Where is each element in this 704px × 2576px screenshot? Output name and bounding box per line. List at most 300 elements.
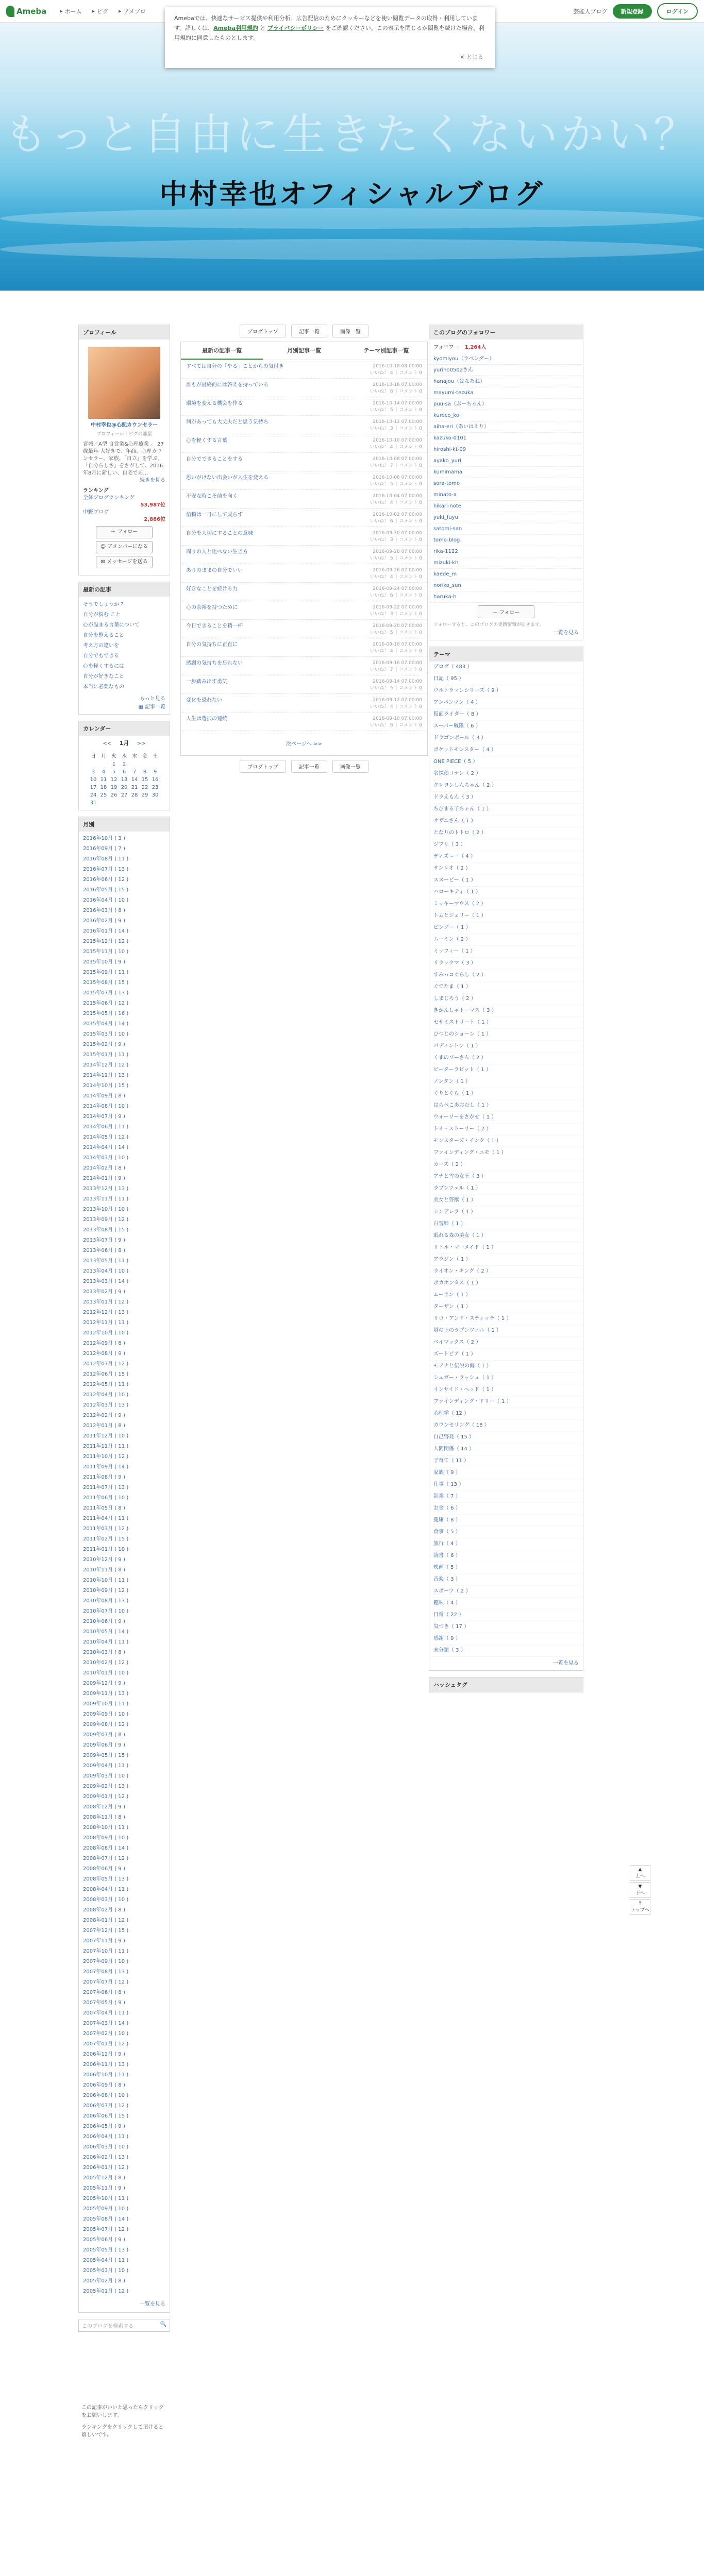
- theme-link[interactable]: シュガー・ラッシュ（ 1 ）: [429, 1372, 583, 1384]
- search-box[interactable]: [78, 2319, 170, 2332]
- entry-title[interactable]: すべては自分の「やる」ことからの気付き: [186, 364, 284, 369]
- image-list-button-bottom[interactable]: 画像一覧: [332, 760, 368, 773]
- follower-item[interactable]: satomi-san: [429, 523, 583, 535]
- calendar-day[interactable]: 14: [131, 777, 138, 783]
- archive-month-link[interactable]: 2007年11月 ( 9 ): [83, 1938, 125, 1944]
- image-list-button[interactable]: 画像一覧: [332, 325, 368, 337]
- privacy-link[interactable]: プライバシーポリシー: [267, 25, 324, 31]
- calendar-day[interactable]: 25: [100, 792, 107, 798]
- theme-link[interactable]: 名探偵コナン（ 2 ）: [429, 768, 583, 780]
- archive-month-link[interactable]: 2014年01月 ( 9 ): [83, 1176, 125, 1181]
- ranking-genre-2[interactable]: 中野ブログ: [83, 510, 109, 515]
- entry-title[interactable]: 信頼は一日にして成らず: [186, 512, 243, 518]
- archive-month-link[interactable]: 2015年09月 ( 11 ): [83, 970, 129, 975]
- theme-link[interactable]: ブログ（ 483 ）: [429, 662, 583, 673]
- theme-link[interactable]: ちびまる子ちゃん（ 1 ）: [429, 804, 583, 816]
- entry-title[interactable]: ありのままの自分でいい: [186, 568, 243, 573]
- entry-title[interactable]: 好きなことを続ける力: [186, 586, 238, 592]
- archive-month-link[interactable]: 2006年12月 ( 9 ): [83, 2052, 125, 2057]
- entry-title[interactable]: 自分の気持ちに正直に: [186, 642, 238, 648]
- archive-month-link[interactable]: 2016年10月 ( 3 ): [83, 836, 125, 841]
- archive-month-link[interactable]: 2007年02月 ( 10 ): [83, 2031, 129, 2037]
- calendar-day[interactable]: 13: [121, 777, 128, 783]
- archive-month-link[interactable]: 2008年02月 ( 8 ): [83, 1907, 125, 1913]
- archive-month-link[interactable]: 2014年04月 ( 14 ): [83, 1145, 129, 1150]
- archive-month-link[interactable]: 2006年05月 ( 9 ): [83, 2124, 125, 2129]
- follower-item[interactable]: hanajou（はなあね）: [429, 376, 583, 387]
- followers-more[interactable]: 一覧を見る: [553, 630, 579, 636]
- archive-month-link[interactable]: 2010年09月 ( 12 ): [83, 1588, 129, 1594]
- archive-month-link[interactable]: 2006年02月 ( 13 ): [83, 2155, 129, 2160]
- nav-home[interactable]: ▸ ホーム: [60, 8, 82, 15]
- archive-month-link[interactable]: 2009年06月 ( 9 ): [83, 1742, 125, 1748]
- archive-month-link[interactable]: 2007年03月 ( 14 ): [83, 2021, 129, 2026]
- theme-link[interactable]: モアナと伝説の海（ 1 ）: [429, 1361, 583, 1372]
- calendar-day[interactable]: 11: [100, 777, 107, 783]
- calendar-day[interactable]: 2: [122, 761, 126, 767]
- archive-month-link[interactable]: 2015年07月 ( 13 ): [83, 990, 129, 996]
- archive-month-link[interactable]: 2006年08月 ( 10 ): [83, 2093, 129, 2098]
- follower-item[interactable]: kumimama: [429, 467, 583, 478]
- theme-link[interactable]: ベイマックス（ 2 ）: [429, 1337, 583, 1349]
- archive-month-link[interactable]: 2014年08月 ( 10 ): [83, 1104, 129, 1109]
- archive-month-link[interactable]: 2011年01月 ( 10 ): [83, 1547, 129, 1552]
- message-button[interactable]: ✉ メッセージを送る: [96, 556, 153, 568]
- archive-month-link[interactable]: 2009年07月 ( 8 ): [83, 1732, 125, 1738]
- calendar-day[interactable]: 29: [141, 792, 148, 798]
- follower-item[interactable]: sora-tomo: [429, 478, 583, 489]
- archive-month-link[interactable]: 2015年08月 ( 15 ): [83, 980, 129, 986]
- archive-month-link[interactable]: 2008年04月 ( 11 ): [83, 1887, 129, 1892]
- theme-link[interactable]: ムーミン（ 2 ）: [429, 934, 583, 946]
- theme-link[interactable]: 眠れる森の美女（ 1 ）: [429, 1230, 583, 1242]
- archive-month-link[interactable]: 2012年11月 ( 11 ): [83, 1320, 129, 1326]
- theme-link[interactable]: 仕事（ 13 ）: [429, 1479, 583, 1491]
- theme-link[interactable]: ドラゴンボール（ 3 ）: [429, 733, 583, 744]
- theme-link[interactable]: リトル・マーメイド（ 1 ）: [429, 1242, 583, 1254]
- follower-item[interactable]: puu-sa（ぷーちゃん）: [429, 399, 583, 410]
- archive-month-link[interactable]: 2009年11月 ( 13 ): [83, 1691, 129, 1697]
- theme-link[interactable]: 白雪姫（ 1 ）: [429, 1218, 583, 1230]
- entry-title[interactable]: 誰もが最終的には答えを持っている: [186, 382, 269, 388]
- archive-month-link[interactable]: 2013年11月 ( 11 ): [83, 1196, 129, 1202]
- avatar[interactable]: [88, 347, 160, 419]
- entry-title[interactable]: 今日できることを精一杯: [186, 623, 243, 629]
- archive-month-link[interactable]: 2005年11月 ( 9 ): [83, 2185, 125, 2191]
- archive-month-link[interactable]: 2013年08月 ( 15 ): [83, 1227, 129, 1233]
- theme-link[interactable]: ファインディング・ドリー（ 1 ）: [429, 1396, 583, 1408]
- theme-link[interactable]: くまのプーさん（ 2 ）: [429, 1053, 583, 1064]
- theme-link[interactable]: 趣味（ 4 ）: [429, 1598, 583, 1609]
- calendar-day[interactable]: 31: [90, 800, 97, 806]
- tab-latest[interactable]: 最新の記事一覧: [181, 342, 263, 360]
- theme-link[interactable]: ぐりとぐら（ 1 ）: [429, 1088, 583, 1100]
- follower-item[interactable]: ayako_yuri: [429, 455, 583, 467]
- calendar-day[interactable]: 4: [102, 769, 106, 775]
- follower-item[interactable]: yuki_fuyu: [429, 512, 583, 523]
- archive-month-link[interactable]: 2015年01月 ( 11 ): [83, 1052, 129, 1058]
- archive-month-link[interactable]: 2009年08月 ( 12 ): [83, 1722, 129, 1727]
- theme-link[interactable]: 仮面ライダー（ 8 ）: [429, 709, 583, 721]
- latest-item[interactable]: 心が温まる言葉について: [83, 622, 140, 628]
- archive-month-link[interactable]: 2012年06月 ( 15 ): [83, 1371, 129, 1377]
- calendar-day[interactable]: 3: [91, 769, 95, 775]
- theme-link[interactable]: スヌーピー（ 1 ）: [429, 875, 583, 887]
- archive-month-link[interactable]: 2008年12月 ( 9 ): [83, 1804, 125, 1810]
- follower-item[interactable]: tomo-blog: [429, 535, 583, 546]
- entry-title[interactable]: 自分でできることをする: [186, 456, 243, 462]
- theme-link[interactable]: ラプンツェル（ 1 ）: [429, 1183, 583, 1195]
- archive-month-link[interactable]: 2011年11月 ( 11 ): [83, 1444, 129, 1449]
- cookie-close-button[interactable]: × とじる: [460, 54, 483, 60]
- theme-link[interactable]: ピーターラビット（ 1 ）: [429, 1064, 583, 1076]
- archive-month-link[interactable]: 2008年07月 ( 12 ): [83, 1856, 129, 1861]
- archive-month-link[interactable]: 2015年03月 ( 10 ): [83, 1031, 129, 1037]
- entry-list-button[interactable]: 記事一覧: [291, 325, 327, 337]
- archive-month-link[interactable]: 2009年05月 ( 15 ): [83, 1753, 129, 1758]
- calendar-day[interactable]: 8: [143, 769, 147, 775]
- archive-month-link[interactable]: 2009年09月 ( 10 ): [83, 1711, 129, 1717]
- archive-month-link[interactable]: 2005年09月 ( 10 ): [83, 2206, 129, 2212]
- theme-link[interactable]: 映画（ 5 ）: [429, 1562, 583, 1574]
- themes-more[interactable]: 一覧を見る: [553, 1660, 579, 1666]
- archive-month-link[interactable]: 2016年04月 ( 10 ): [83, 897, 129, 903]
- archive-month-link[interactable]: 2014年02月 ( 8 ): [83, 1165, 125, 1171]
- latest-item[interactable]: 自分でもできる: [83, 653, 119, 659]
- archive-month-link[interactable]: 2016年08月 ( 11 ): [83, 856, 129, 862]
- archive-month-link[interactable]: 2012年09月 ( 8 ): [83, 1341, 125, 1346]
- archive-month-link[interactable]: 2008年01月 ( 12 ): [83, 1918, 129, 1923]
- theme-link[interactable]: ズートピア（ 1 ）: [429, 1349, 583, 1361]
- archive-month-link[interactable]: 2012年03月 ( 13 ): [83, 1402, 129, 1408]
- latest-item[interactable]: 本当に必要なもの: [83, 684, 124, 690]
- profile-name[interactable]: 中村幸也@心配カウンセラー: [91, 422, 158, 428]
- latest-all[interactable]: ▦ 記事一覧: [138, 704, 165, 710]
- archive-month-link[interactable]: 2016年01月 ( 14 ): [83, 928, 129, 934]
- archive-month-link[interactable]: 2005年06月 ( 9 ): [83, 2237, 125, 2243]
- archive-month-link[interactable]: 2011年05月 ( 8 ): [83, 1505, 125, 1511]
- theme-link[interactable]: 起業（ 7 ）: [429, 1491, 583, 1503]
- theme-link[interactable]: ミッキーマウス（ 2 ）: [429, 899, 583, 910]
- archive-month-link[interactable]: 2016年07月 ( 13 ): [83, 867, 129, 872]
- archive-month-link[interactable]: 2010年03月 ( 8 ): [83, 1650, 125, 1655]
- archive-month-link[interactable]: 2013年06月 ( 8 ): [83, 1248, 125, 1253]
- archive-month-link[interactable]: 2007年05月 ( 9 ): [83, 2000, 125, 2006]
- entry-list-button-bottom[interactable]: 記事一覧: [291, 760, 327, 773]
- theme-link[interactable]: カーズ（ 2 ）: [429, 1159, 583, 1171]
- scroll-top-button[interactable]: ⤒ トップへ: [630, 1899, 650, 1915]
- calendar-day[interactable]: 16: [152, 777, 159, 783]
- archive-month-link[interactable]: 2010年08月 ( 13 ): [83, 1598, 129, 1604]
- calendar-day[interactable]: 1: [112, 761, 116, 767]
- archive-month-link[interactable]: 2005年04月 ( 11 ): [83, 2258, 129, 2263]
- theme-link[interactable]: ノンタン（ 1 ）: [429, 1076, 583, 1088]
- entry-title[interactable]: 自分を大切にすることの意味: [186, 531, 253, 536]
- archive-month-link[interactable]: 2010年04月 ( 11 ): [83, 1639, 129, 1645]
- latest-more[interactable]: もっと見る: [140, 696, 165, 702]
- archive-month-link[interactable]: 2014年05月 ( 12 ): [83, 1134, 129, 1140]
- calendar-day[interactable]: 15: [141, 777, 148, 783]
- theme-link[interactable]: クレヨンしんちゃん（ 2 ）: [429, 780, 583, 792]
- archive-month-link[interactable]: 2012年10月 ( 10 ): [83, 1330, 129, 1336]
- profile-more-link[interactable]: 続きを見る: [140, 478, 165, 483]
- entry-title[interactable]: 何があっても大丈夫だと思う気持ち: [186, 419, 269, 425]
- follower-item[interactable]: aiha-eri（あいはえり）: [429, 421, 583, 433]
- archive-month-link[interactable]: 2016年09月 ( 7 ): [83, 846, 125, 852]
- theme-link[interactable]: ミッフィー（ 1 ）: [429, 946, 583, 958]
- archive-month-link[interactable]: 2014年03月 ( 10 ): [83, 1155, 129, 1161]
- theme-link[interactable]: 食事（ 5 ）: [429, 1527, 583, 1538]
- follower-item[interactable]: hiroshi-kt-09: [429, 444, 583, 455]
- archive-month-link[interactable]: 2015年04月 ( 14 ): [83, 1021, 129, 1027]
- archive-month-link[interactable]: 2011年04月 ( 11 ): [83, 1516, 129, 1521]
- archive-month-link[interactable]: 2012年07月 ( 12 ): [83, 1361, 129, 1367]
- theme-link[interactable]: アンパンマン（ 4 ）: [429, 697, 583, 709]
- archive-month-link[interactable]: 2015年12月 ( 12 ): [83, 939, 129, 944]
- follower-item[interactable]: kazuko-0101: [429, 433, 583, 444]
- theme-link[interactable]: 家族（ 9 ）: [429, 1467, 583, 1479]
- archive-month-link[interactable]: 2009年12月 ( 9 ): [83, 1681, 125, 1686]
- calendar-day[interactable]: 9: [153, 769, 157, 775]
- theme-link[interactable]: ONE PIECE（ 5 ）: [429, 756, 583, 768]
- theme-link[interactable]: 日常（ 22 ）: [429, 1609, 583, 1621]
- calendar-day[interactable]: 30: [152, 792, 159, 798]
- archive-month-link[interactable]: 2013年01月 ( 12 ): [83, 1299, 129, 1305]
- theme-link[interactable]: ジブリ（ 3 ）: [429, 839, 583, 851]
- theme-link[interactable]: セサミストリート（ 1 ）: [429, 1017, 583, 1029]
- archive-month-link[interactable]: 2006年04月 ( 11 ): [83, 2134, 129, 2140]
- latest-item[interactable]: 自分を整えること: [83, 633, 124, 638]
- calendar-day[interactable]: 20: [121, 785, 128, 790]
- ameba-logo[interactable]: [6, 6, 53, 17]
- archive-month-link[interactable]: 2011年08月 ( 9 ): [83, 1475, 125, 1480]
- theme-link[interactable]: インサイド・ヘッド（ 1 ）: [429, 1384, 583, 1396]
- follower-item[interactable]: kaede_m: [429, 569, 583, 580]
- archive-month-link[interactable]: 2005年03月 ( 10 ): [83, 2268, 129, 2274]
- archive-month-link[interactable]: 2010年11月 ( 8 ): [83, 1567, 125, 1573]
- theme-link[interactable]: ターザン（ 1 ）: [429, 1301, 583, 1313]
- archive-month-link[interactable]: 2016年05月 ( 15 ): [83, 887, 129, 893]
- archive-month-link[interactable]: 2016年03月 ( 8 ): [83, 908, 125, 913]
- archive-month-link[interactable]: 2006年06月 ( 15 ): [83, 2113, 129, 2119]
- entry-title[interactable]: 感謝の気持ちを忘れない: [186, 660, 243, 666]
- theme-link[interactable]: となりのトトロ（ 2 ）: [429, 827, 583, 839]
- archive-month-link[interactable]: 2009年10月 ( 11 ): [83, 1701, 129, 1707]
- theme-link[interactable]: ポケットモンスター（ 4 ）: [429, 744, 583, 756]
- theme-link[interactable]: アナと雪の女王（ 3 ）: [429, 1171, 583, 1183]
- theme-link[interactable]: 感謝（ 9 ）: [429, 1633, 583, 1645]
- theme-link[interactable]: 未分類（ 3 ）: [429, 1645, 583, 1657]
- theme-link[interactable]: ピングー（ 1 ）: [429, 922, 583, 934]
- archive-month-link[interactable]: 2005年12月 ( 8 ): [83, 2175, 125, 2181]
- theme-link[interactable]: シンデレラ（ 1 ）: [429, 1207, 583, 1218]
- theme-link[interactable]: トムとジェリー（ 1 ）: [429, 910, 583, 922]
- theme-link[interactable]: 心理学（ 12 ）: [429, 1408, 583, 1420]
- archive-month-link[interactable]: 2014年06月 ( 11 ): [83, 1124, 129, 1130]
- archive-month-link[interactable]: 2011年02月 ( 15 ): [83, 1536, 129, 1542]
- archive-month-link[interactable]: 2013年12月 ( 13 ): [83, 1186, 129, 1192]
- archive-month-link[interactable]: 2010年06月 ( 9 ): [83, 1619, 125, 1624]
- archive-month-link[interactable]: 2007年12月 ( 15 ): [83, 1928, 129, 1934]
- theme-link[interactable]: アラジン（ 1 ）: [429, 1254, 583, 1266]
- archive-month-link[interactable]: 2013年05月 ( 11 ): [83, 1258, 129, 1264]
- calendar-next[interactable]: >>: [137, 741, 146, 747]
- login-button[interactable]: ログイン: [657, 3, 698, 20]
- theme-link[interactable]: 読書（ 6 ）: [429, 1550, 583, 1562]
- theme-link[interactable]: ドラえもん（ 3 ）: [429, 792, 583, 804]
- theme-link[interactable]: ハローキティ（ 1 ）: [429, 887, 583, 899]
- archive-month-link[interactable]: 2008年06月 ( 9 ): [83, 1866, 125, 1872]
- theme-link[interactable]: 旅行（ 4 ）: [429, 1538, 583, 1550]
- calendar-day[interactable]: 24: [90, 792, 97, 798]
- follower-item[interactable]: minato-a: [429, 489, 583, 501]
- follower-item[interactable]: hikari-note: [429, 501, 583, 512]
- theme-link[interactable]: 塔の上のラプンツェル（ 1 ）: [429, 1325, 583, 1337]
- archive-month-link[interactable]: 2008年08月 ( 14 ): [83, 1845, 129, 1851]
- profile-sub[interactable]: プロフィール｜ピグの部屋: [96, 432, 152, 437]
- theme-link[interactable]: カウンセリング（ 18 ）: [429, 1420, 583, 1432]
- follower-item[interactable]: kyomiyou（ラベンダー）: [429, 353, 583, 365]
- archive-month-link[interactable]: 2012年08月 ( 9 ): [83, 1351, 125, 1357]
- calendar-day[interactable]: 21: [131, 785, 138, 790]
- theme-link[interactable]: ライオン・キング（ 2 ）: [429, 1266, 583, 1278]
- theme-link[interactable]: 人間関係（ 14 ）: [429, 1444, 583, 1455]
- archive-month-link[interactable]: 2013年09月 ( 12 ): [83, 1217, 129, 1223]
- archive-month-link[interactable]: 2010年10月 ( 11 ): [83, 1578, 129, 1583]
- archive-month-link[interactable]: 2009年02月 ( 13 ): [83, 1784, 129, 1789]
- archive-month-link[interactable]: 2005年02月 ( 8 ): [83, 2278, 125, 2284]
- calendar-day[interactable]: 27: [121, 792, 128, 798]
- archive-month-link[interactable]: 2009年03月 ( 10 ): [83, 1773, 129, 1779]
- archive-month-link[interactable]: 2006年03月 ( 10 ): [83, 2144, 129, 2150]
- blog-top-button-bottom[interactable]: ブログトップ: [240, 760, 286, 773]
- entry-title[interactable]: 心を軽くする言葉: [186, 438, 227, 444]
- calendar-day[interactable]: 26: [110, 792, 118, 798]
- archive-month-link[interactable]: 2015年05月 ( 16 ): [83, 1011, 129, 1016]
- calendar-day[interactable]: 19: [110, 785, 118, 790]
- archive-month-link[interactable]: 2008年09月 ( 10 ): [83, 1835, 129, 1841]
- theme-link[interactable]: ディズニー（ 4 ）: [429, 851, 583, 863]
- archive-month-link[interactable]: 2005年10月 ( 11 ): [83, 2196, 129, 2201]
- archive-month-link[interactable]: 2014年12月 ( 12 ): [83, 1062, 129, 1068]
- theme-link[interactable]: しまじろう（ 2 ）: [429, 993, 583, 1005]
- calendar-day[interactable]: 12: [110, 777, 118, 783]
- theme-link[interactable]: サザエさん（ 1 ）: [429, 816, 583, 827]
- follow-button[interactable]: ＋ フォロー: [96, 526, 153, 538]
- theme-link[interactable]: 子育て（ 11 ）: [429, 1455, 583, 1467]
- latest-item[interactable]: 考え方の違いを: [83, 643, 119, 649]
- archive-month-link[interactable]: 2007年01月 ( 12 ): [83, 2041, 129, 2047]
- archive-month-link[interactable]: 2016年02月 ( 9 ): [83, 918, 125, 924]
- archive-month-link[interactable]: 2011年07月 ( 13 ): [83, 1485, 129, 1490]
- archive-month-link[interactable]: 2016年06月 ( 12 ): [83, 877, 129, 883]
- tab-monthly[interactable]: 月別記事一覧: [287, 347, 321, 354]
- entry-title[interactable]: 変化を恐れない: [186, 698, 222, 703]
- entry-title[interactable]: 不安な時こそ前を向く: [186, 494, 238, 499]
- entry-title[interactable]: 環境を変える機会を作る: [186, 401, 243, 406]
- follower-item[interactable]: mizuki-kh: [429, 557, 583, 569]
- theme-link[interactable]: リラックマ（ 3 ）: [429, 958, 583, 970]
- archive-month-link[interactable]: 2011年03月 ( 12 ): [83, 1526, 129, 1532]
- entry-title[interactable]: 一歩踏み出す勇気: [186, 679, 227, 685]
- archive-month-link[interactable]: 2005年08月 ( 14 ): [83, 2216, 129, 2222]
- theme-link[interactable]: 自己啓発（ 15 ）: [429, 1432, 583, 1444]
- archive-month-link[interactable]: 2010年05月 ( 14 ): [83, 1629, 129, 1635]
- archive-month-link[interactable]: 2013年02月 ( 9 ): [83, 1289, 125, 1295]
- archive-month-link[interactable]: 2008年11月 ( 8 ): [83, 1815, 125, 1820]
- theme-link[interactable]: ぐでたま（ 1 ）: [429, 981, 583, 993]
- archive-month-link[interactable]: 2015年11月 ( 10 ): [83, 949, 129, 955]
- archive-month-link[interactable]: 2013年07月 ( 9 ): [83, 1238, 125, 1243]
- archive-month-link[interactable]: 2014年11月 ( 13 ): [83, 1073, 129, 1078]
- register-button[interactable]: 新規登録: [613, 4, 652, 19]
- archive-month-link[interactable]: 2008年03月 ( 10 ): [83, 1897, 129, 1903]
- calendar-day[interactable]: 7: [132, 769, 137, 775]
- scroll-down-button[interactable]: ▼ 下へ: [630, 1882, 650, 1898]
- archive-month-link[interactable]: 2014年10月 ( 15 ): [83, 1083, 129, 1089]
- theme-link[interactable]: 音楽（ 3 ）: [429, 1574, 583, 1586]
- archive-month-link[interactable]: 2010年01月 ( 10 ): [83, 1670, 129, 1676]
- archive-month-link[interactable]: 2006年11月 ( 13 ): [83, 2062, 129, 2067]
- archive-month-link[interactable]: 2006年10月 ( 11 ): [83, 2072, 129, 2078]
- search-icon[interactable]: 🔍: [160, 2321, 166, 2327]
- archive-month-link[interactable]: 2012年12月 ( 13 ): [83, 1310, 129, 1315]
- archive-month-link[interactable]: 2008年10月 ( 11 ): [83, 1825, 129, 1831]
- theme-link[interactable]: リロ・アンド・スティッチ（ 1 ）: [429, 1313, 583, 1325]
- archive-month-link[interactable]: 2010年12月 ( 9 ): [83, 1557, 125, 1563]
- archive-month-link[interactable]: 2011年10月 ( 12 ): [83, 1454, 129, 1460]
- follower-item[interactable]: noriko_sun: [429, 580, 583, 591]
- nav-pigg[interactable]: ▸ ピグ: [92, 8, 109, 15]
- archive-month-link[interactable]: 2013年03月 ( 14 ): [83, 1279, 129, 1284]
- archive-month-link[interactable]: 2009年01月 ( 12 ): [83, 1794, 129, 1800]
- blog-top-button[interactable]: ブログトップ: [240, 325, 286, 337]
- theme-link[interactable]: 健康（ 8 ）: [429, 1515, 583, 1527]
- terms-link[interactable]: Ameba利用規約: [213, 25, 258, 31]
- archive-month-link[interactable]: 2015年02月 ( 9 ): [83, 1042, 125, 1047]
- entry-title[interactable]: 思いがけない出会いが人生を変える: [186, 475, 269, 481]
- follower-item[interactable]: mayumi-tezuka: [429, 387, 583, 399]
- latest-item[interactable]: 自分が悩む こと: [83, 612, 121, 618]
- archive-month-link[interactable]: 2007年09月 ( 10 ): [83, 1959, 129, 1964]
- calendar-day[interactable]: 22: [141, 785, 148, 790]
- theme-link[interactable]: 美女と野獣（ 1 ）: [429, 1195, 583, 1207]
- entry-title[interactable]: 周りの人と比べない生き方: [186, 549, 248, 555]
- archive-month-link[interactable]: 2006年07月 ( 12 ): [83, 2103, 129, 2109]
- archive-month-link[interactable]: 2011年09月 ( 14 ): [83, 1464, 129, 1470]
- theme-link[interactable]: ファインディング・ニモ（ 1 ）: [429, 1147, 583, 1159]
- calendar-day[interactable]: 10: [90, 777, 97, 783]
- archive-month-link[interactable]: 2014年09月 ( 8 ): [83, 1093, 125, 1099]
- calendar-day[interactable]: 6: [122, 769, 126, 775]
- archive-month-link[interactable]: 2007年08月 ( 13 ): [83, 1969, 129, 1975]
- entry-title[interactable]: 人生は選択の連続: [186, 716, 227, 722]
- archive-month-link[interactable]: 2014年07月 ( 9 ): [83, 1114, 125, 1120]
- calendar-day[interactable]: 17: [90, 785, 97, 790]
- archive-month-link[interactable]: 2009年04月 ( 11 ): [83, 1763, 129, 1769]
- archive-month-link[interactable]: 2007年04月 ( 11 ): [83, 2010, 129, 2016]
- follower-item[interactable]: haruka-h: [429, 591, 583, 603]
- entry-title[interactable]: 心の余裕を持つために: [186, 605, 238, 611]
- theme-link[interactable]: パディントン（ 1 ）: [429, 1041, 583, 1053]
- celebrity-blog-link[interactable]: 芸能人ブログ: [573, 8, 608, 15]
- archive-more[interactable]: 一覧を見る: [140, 2301, 165, 2307]
- archive-month-link[interactable]: 2005年01月 ( 12 ): [83, 2289, 129, 2294]
- follower-item[interactable]: kuroco_ko: [429, 410, 583, 421]
- archive-month-link[interactable]: 2010年02月 ( 12 ): [83, 1660, 129, 1666]
- ranking-genre[interactable]: 全体ブログランキング: [83, 495, 135, 501]
- archive-month-link[interactable]: 2015年06月 ( 12 ): [83, 1001, 129, 1006]
